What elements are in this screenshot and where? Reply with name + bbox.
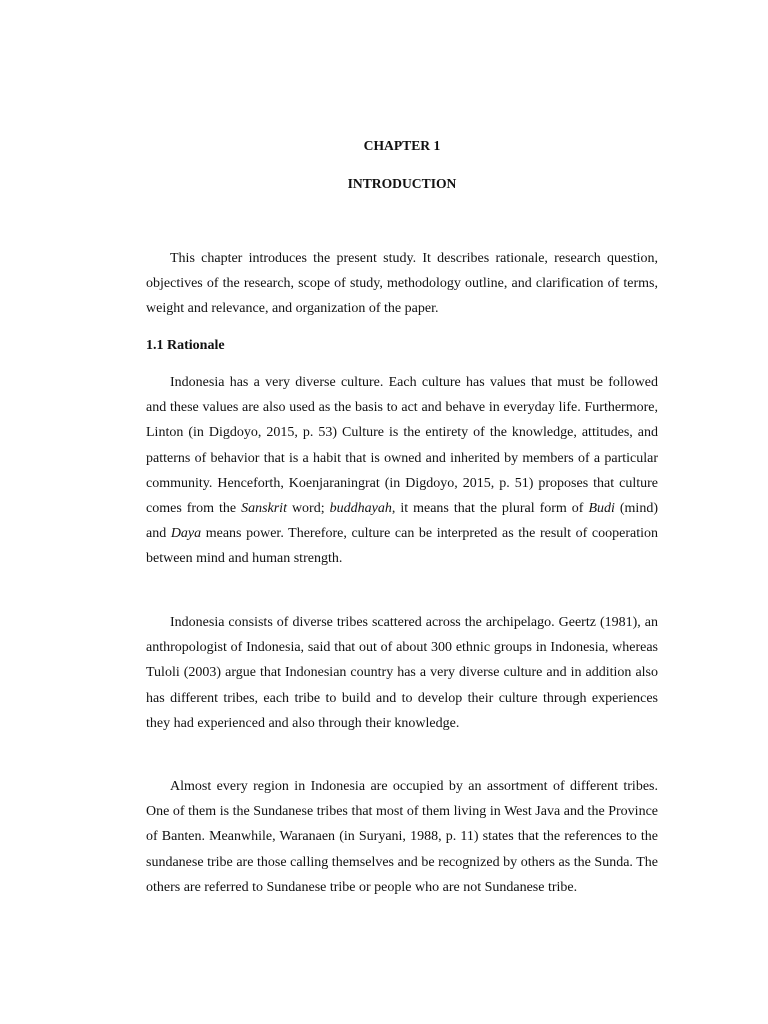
document-page bbox=[146, 0, 658, 1024]
rationale-paragraph-2: Indonesia consists of diverse tribes scattered across the archipelago. Geertz (1981), an anthropologist of Indonesia, said that out of about 300 ethnic groups in Indonesia, whereas Tuloli (2003) argue that Indonesian country has a very diverse culture and in addition also has different tribes, each tribe to build and to develop their culture through experiences they had experienced and also through their knowledge. bbox=[146, 615, 658, 731]
intro-paragraph: This chapter introduces the present study. It describes rationale, research question, objectives of the research, scope of study, methodology outline, and clarification of terms, weight and relevance, and organization of the paper. bbox=[146, 251, 658, 317]
paragraph-text: means power. Therefore, culture can be interpreted as the result of cooperation between mind and human strength. bbox=[146, 526, 658, 567]
rationale-paragraph-3: Almost every region in Indonesia are occupied by an assortment of different tribes. One of them is the Sundanese tribes that most of them living in West Java and the Province of Banten. Meanwhile, Waranaen (in Suryani, 1988, p. 11) states that the references to the sundanese tribe are those calling themselves and be recognized by others as the Sunda. The others are referred to Sundanese tribe or people who are not Sundanese tribe. bbox=[146, 779, 658, 895]
italic-term-daya: Daya bbox=[170, 526, 202, 542]
rationale-paragraph-1 bbox=[146, 370, 658, 572]
paragraph-text: (mind) and bbox=[146, 501, 658, 542]
paragraph-text: Indonesia has a very diverse culture. Each culture has values that must be followed and these values are also used as the basis to act and behave in everyday life. Furthermore, Linton (in Digdoyo, 2015, p. 53) Culture is the entirety of the knowledge, attitudes, and patterns of behavior that is a habit that is owned and inherited by members of a particular community. Henceforth, Koenjaraningrat (in Digdoyo, 2015, p. 51) proposes that culture comes from the bbox=[146, 375, 658, 517]
paragraph-text: , it means that the plural form of bbox=[391, 501, 589, 517]
chapter-number: CHAPTER 1 bbox=[363, 138, 441, 153]
italic-term-sanskrit: Sanskrit bbox=[241, 501, 287, 517]
paragraph-text: word; bbox=[286, 501, 330, 517]
italic-term-buddhayah: buddhayah bbox=[329, 501, 392, 517]
section-heading-rationale: 1.1 Rationale bbox=[146, 338, 225, 353]
chapter-title: INTRODUCTION bbox=[347, 176, 457, 191]
italic-term-budi: Budi bbox=[588, 501, 615, 517]
